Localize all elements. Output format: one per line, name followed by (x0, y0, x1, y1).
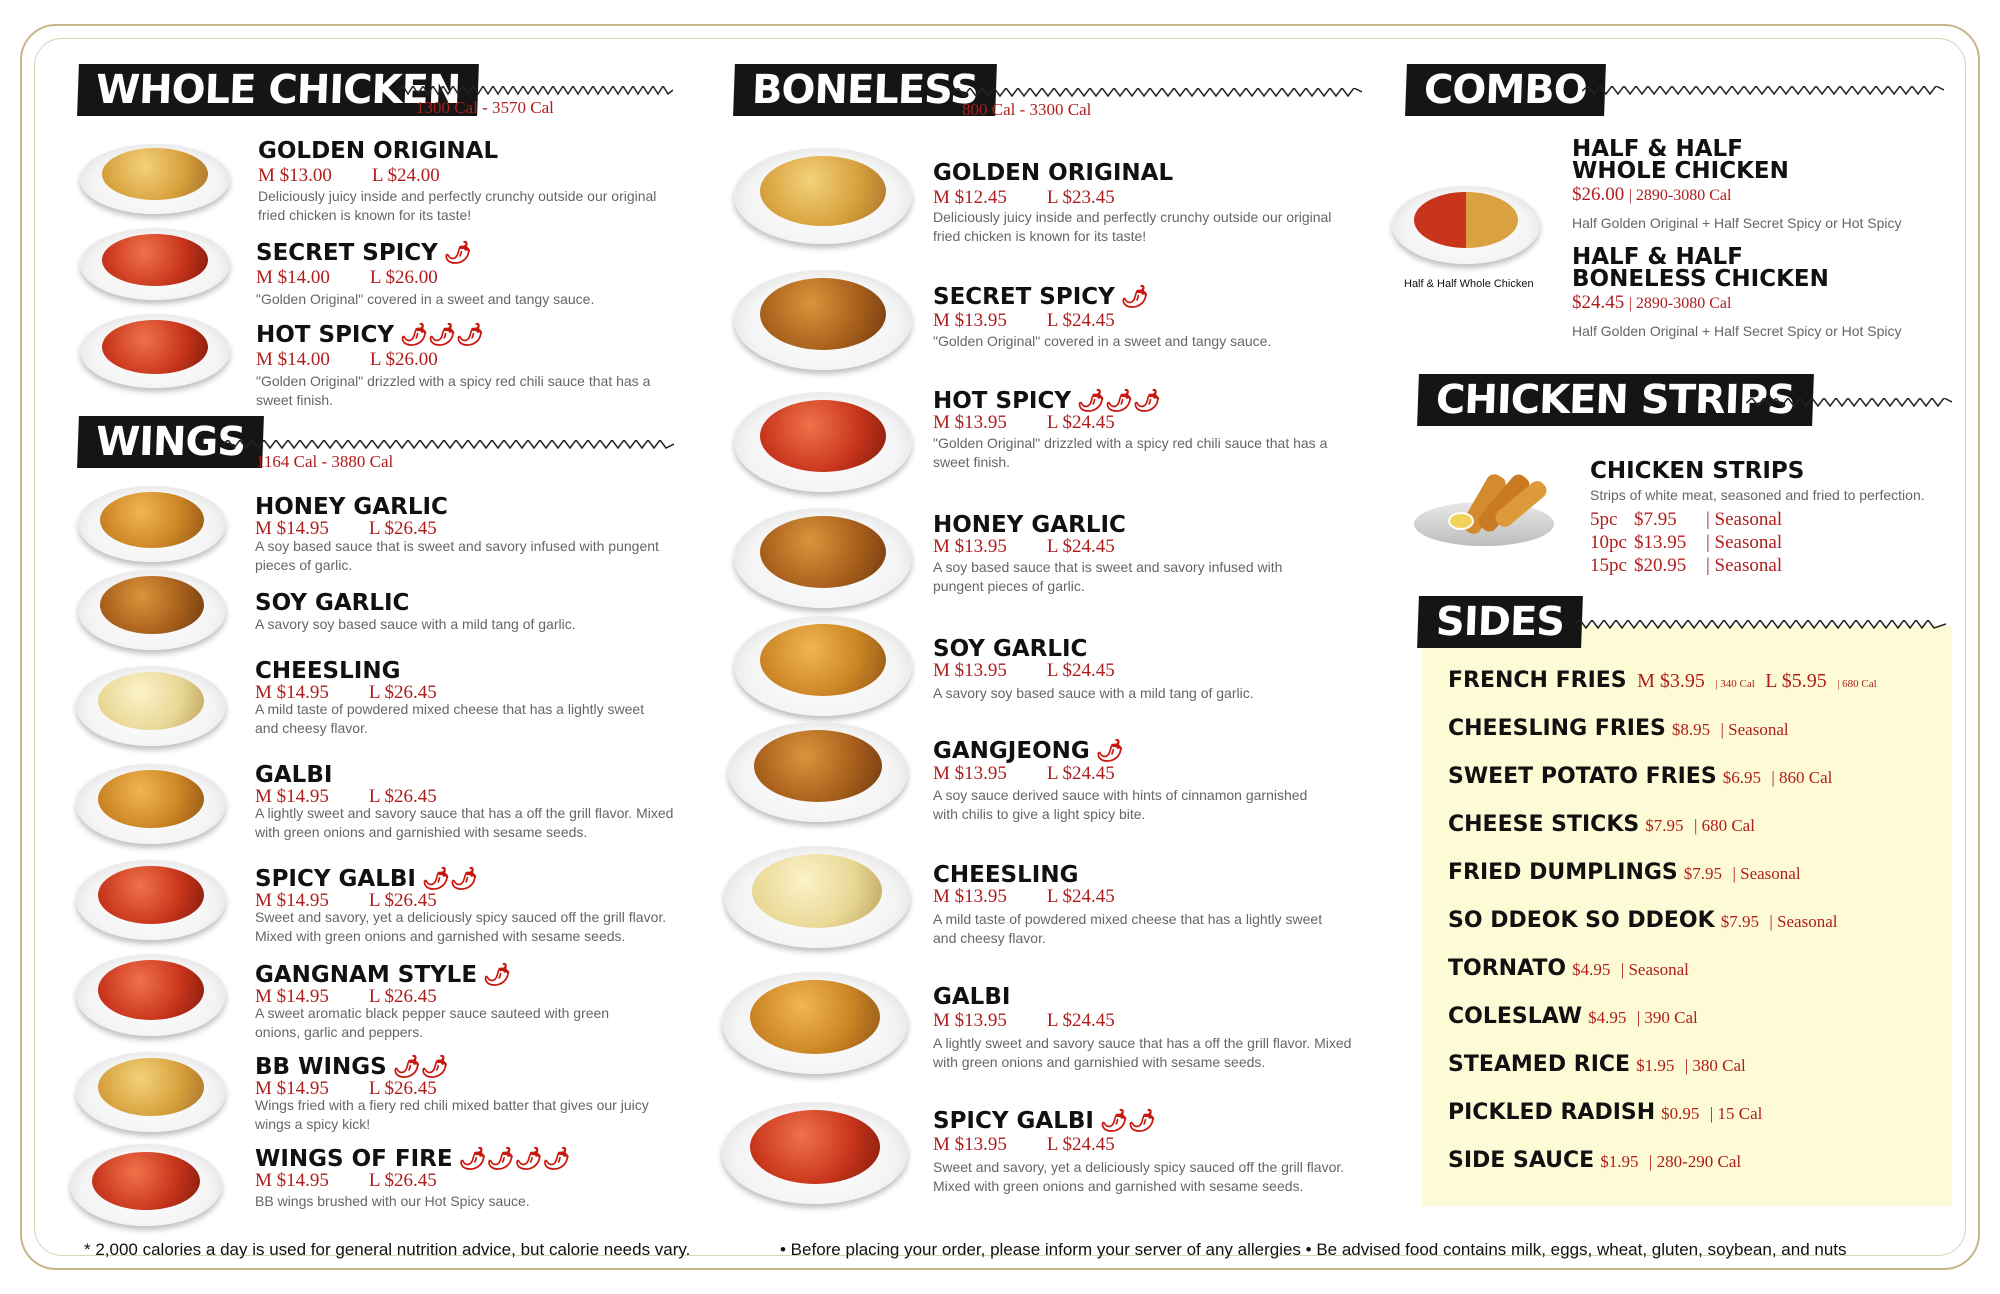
item-description: "Golden Original" drizzled with a spicy red chili sauce that has a sweet finish. (933, 435, 1328, 470)
food-plate-image (734, 270, 912, 370)
item-price: M $14.95 L $26.45 (255, 986, 437, 1007)
side-item: FRIED DUMPLINGS $7.95 | Seasonal (1448, 860, 1801, 885)
item-description: Deliciously juicy inside and perfectly crunchy outside our original fried chicken is known for its taste! (258, 188, 657, 223)
item-description: A savory soy based sauce with a mild tang of garlic. (933, 685, 1254, 701)
item-price: M $13.95 L $24.45 (933, 310, 1115, 331)
food-plate-image (76, 1052, 226, 1132)
item-description: A soy based sauce that is sweet and savory infused with pungent pieces of garlic. (933, 559, 1283, 594)
item-description: A soy sauce derived sauce with hints of cinnamon garnished with chilis to give a light spicy bite. (933, 787, 1308, 822)
side-item: STEAMED RICE $1.95 | 380 Cal (1448, 1052, 1746, 1077)
item-description: A savory soy based sauce with a mild tang of garlic. (255, 616, 576, 632)
item-name: GOLDEN ORIGINAL (258, 138, 499, 164)
item-price: M $13.00 L $24.00 (258, 165, 440, 186)
item-description: A mild taste of powdered mixed cheese that has a lightly sweet and cheesy flavor. (933, 911, 1323, 946)
item-name: CHICKEN STRIPS (1590, 458, 1805, 484)
item-price: M $13.95 L $24.45 (933, 1134, 1115, 1155)
boneless-calories: 800 Cal - 3300 Cal (962, 100, 1092, 119)
allergy-notice: • Before placing your order, please inform your server of any allergies • Be advised food contains milk, eggs, wheat, gluten, soybean, and nuts (780, 1240, 1847, 1259)
zigzag-divider (952, 88, 1362, 98)
item-name: HONEY GARLIC (933, 512, 1126, 538)
item-name: GOLDEN ORIGINAL (933, 160, 1174, 186)
chili-pepper-icon: 🌶🌶🌶🌶 (458, 1147, 571, 1172)
side-item: CHEESE STICKS $7.95 | 680 Cal (1448, 812, 1755, 837)
item-name: CHEESLING (933, 862, 1079, 888)
item-name: HALF & HALF BONELESS CHICKEN (1572, 244, 1829, 292)
item-price: M $13.95 L $24.45 (933, 660, 1115, 681)
item-price: M $13.95 L $24.45 (933, 536, 1115, 557)
item-price: M $13.95 L $24.45 (933, 412, 1115, 433)
item-price: M $14.95 L $26.45 (255, 786, 437, 807)
item-price: $24.45 | 2890-3080 Cal (1572, 292, 1732, 313)
item-price: M $14.00 L $26.00 (256, 349, 438, 370)
food-plate-image (70, 1144, 222, 1226)
sides-banner: SIDES (1417, 596, 1583, 648)
item-name: CHEESLING (255, 658, 401, 684)
item-description: Half Golden Original + Half Secret Spicy or Hot Spicy (1572, 215, 1902, 231)
item-name: HOT SPICY 🌶🌶🌶 (256, 322, 484, 348)
side-item: SIDE SAUCE $1.95 | 280-290 Cal (1448, 1148, 1742, 1173)
boneless-banner: BONELESS (733, 64, 997, 116)
side-item: FRENCH FRIES M $3.95 | 340 Cal L $5.95 | 680 Cal (1448, 668, 1877, 693)
combo-image (1392, 186, 1540, 264)
whole-chicken-banner: WHOLE CHICKEN (77, 64, 479, 116)
strips-price-row: 5pc $7.95 | Seasonal (1590, 509, 1783, 530)
zigzag-divider (1574, 620, 1946, 630)
food-plate-image (76, 764, 226, 844)
item-price: M $14.95 L $26.45 (255, 518, 437, 539)
food-plate-image (728, 722, 908, 822)
item-description: BB wings brushed with our Hot Spicy sauce. (255, 1193, 530, 1209)
item-name: HONEY GARLIC (255, 494, 448, 520)
food-plate-image (76, 666, 226, 746)
food-plate-image (76, 860, 226, 940)
side-item: SWEET POTATO FRIES $6.95 | 860 Cal (1448, 764, 1833, 789)
item-description: Wings fried with a fiery red chili mixed batter that gives our juicy wings a spicy kick! (255, 1097, 649, 1132)
item-price: M $13.95 L $24.45 (933, 886, 1115, 907)
item-name: GALBI (933, 984, 1011, 1010)
zigzag-divider (1582, 86, 1944, 96)
item-name: SPICY GALBI 🌶🌶 (933, 1108, 1156, 1134)
food-plate-image (724, 846, 910, 948)
item-name: HOT SPICY 🌶🌶🌶 (933, 388, 1161, 414)
item-price: M $14.00 L $26.00 (256, 267, 438, 288)
item-name: GANGJEONG 🌶 (933, 738, 1124, 764)
chicken-strips-banner: CHICKEN STRIPS (1417, 374, 1814, 426)
item-price: M $12.45 L $23.45 (933, 187, 1115, 208)
chili-pepper-icon: 🌶🌶🌶 (1077, 389, 1161, 414)
calorie-disclaimer: * 2,000 calories a day is used for general nutrition advice, but calorie needs vary. (84, 1240, 691, 1259)
combo-image-caption: Half & Half Whole Chicken (1404, 278, 1534, 290)
item-description: A mild taste of powdered mixed cheese that has a lightly sweet and cheesy flavor. (255, 701, 645, 736)
item-name: SOY GARLIC (933, 636, 1088, 662)
food-plate-image (80, 314, 230, 388)
item-name: SECRET SPICY 🌶 (256, 240, 472, 266)
wings-banner: WINGS (77, 416, 264, 468)
chili-pepper-icon: 🌶🌶🌶 (400, 323, 484, 348)
side-item: TORNATO $4.95 | Seasonal (1448, 956, 1689, 981)
item-name: WINGS OF FIRE 🌶🌶🌶🌶 (255, 1146, 571, 1172)
chili-pepper-icon: 🌶 (1120, 285, 1149, 310)
item-description: Sweet and savory, yet a deliciously spicy sauced off the grill flavor. Mixed with green onions and garnished with sesame seeds. (933, 1159, 1345, 1194)
item-name: BB WINGS 🌶🌶 (255, 1054, 449, 1080)
food-plate-image (78, 486, 226, 562)
item-name: SECRET SPICY 🌶 (933, 284, 1149, 310)
item-price: $26.00 | 2890-3080 Cal (1572, 184, 1732, 205)
item-description: Deliciously juicy inside and perfectly crunchy outside our original fried chicken is known for its taste! (933, 209, 1332, 244)
strips-price-row: 10pc $13.95 | Seasonal (1590, 532, 1783, 553)
item-description: "Golden Original" covered in a sweet and tangy sauce. (256, 291, 595, 307)
item-price: M $14.95 L $26.45 (255, 1078, 437, 1099)
food-plate-image (734, 148, 912, 244)
item-name: GALBI (255, 762, 333, 788)
food-plate-image (80, 144, 230, 214)
food-plate-image (734, 616, 912, 716)
item-name: SPICY GALBI 🌶🌶 (255, 866, 478, 892)
item-description: A lightly sweet and savory sauce that has a off the grill flavor. Mixed with green onions and garnishied with sesame seeds. (933, 1035, 1352, 1070)
item-description: "Golden Original" drizzled with a spicy red chili sauce that has a sweet finish. (256, 373, 651, 408)
item-name: SOY GARLIC (255, 590, 410, 616)
combo-banner: COMBO (1405, 64, 1605, 116)
item-description: Sweet and savory, yet a deliciously spicy sauced off the grill flavor. Mixed with green onions and garnished with sesame seeds. (255, 909, 667, 944)
item-description: A soy based sauce that is sweet and savory infused with pungent pieces of garlic. (255, 538, 659, 573)
item-description: A sweet aromatic black pepper sauce sauteed with green onions, garlic and peppers. (255, 1005, 610, 1040)
whole-chicken-calories: 1300 Cal - 3570 Cal (416, 98, 554, 117)
food-plate-image (734, 508, 912, 608)
chili-pepper-icon: 🌶 (443, 241, 472, 266)
side-item: SO DDEOK SO DDEOK $7.95 | Seasonal (1448, 908, 1838, 933)
item-price: M $14.95 L $26.45 (255, 1170, 437, 1191)
chili-pepper-icon: 🌶 (1095, 739, 1124, 764)
item-description: Half Golden Original + Half Secret Spicy or Hot Spicy (1572, 323, 1902, 339)
food-plate-image (80, 228, 230, 300)
item-price: M $14.95 L $26.45 (255, 682, 437, 703)
item-price: M $13.95 L $24.45 (933, 763, 1115, 784)
chili-pepper-icon: 🌶🌶 (1099, 1109, 1156, 1134)
food-plate-image (722, 972, 908, 1074)
side-item: COLESLAW $4.95 | 390 Cal (1448, 1004, 1698, 1029)
item-description: A lightly sweet and savory sauce that has a off the grill flavor. Mixed with green onions and garnishied with sesame seeds. (255, 805, 674, 840)
side-item: CHEESLING FRIES $8.95 | Seasonal (1448, 716, 1789, 741)
food-plate-image (734, 392, 912, 492)
item-price: M $13.95 L $24.45 (933, 1010, 1115, 1031)
food-plate-image (722, 1102, 908, 1204)
food-plate-image (78, 570, 226, 650)
item-description: "Golden Original" covered in a sweet and tangy sauce. (933, 333, 1272, 349)
food-plate-image (76, 954, 226, 1036)
chili-pepper-icon: 🌶🌶 (421, 867, 478, 892)
zigzag-divider (222, 440, 674, 450)
item-price: M $14.95 L $26.45 (255, 890, 437, 911)
item-name: HALF & HALF WHOLE CHICKEN (1572, 136, 1789, 184)
wings-calories: 1164 Cal - 3880 Cal (256, 452, 394, 471)
chicken-strips-image (1414, 466, 1554, 558)
zigzag-divider (1746, 398, 1952, 408)
strips-price-list (1590, 508, 1782, 577)
zigzag-divider (398, 86, 673, 96)
item-description: Strips of white meat, seasoned and fried to perfection. (1590, 487, 1925, 503)
strips-price-row: 15pc $20.95 | Seasonal (1590, 555, 1783, 576)
chili-pepper-icon: 🌶 (483, 963, 511, 988)
item-name: GANGNAM STYLE 🌶 (255, 962, 511, 988)
side-item: PICKLED RADISH $0.95 | 15 Cal (1448, 1100, 1763, 1125)
chili-pepper-icon: 🌶🌶 (392, 1055, 449, 1080)
